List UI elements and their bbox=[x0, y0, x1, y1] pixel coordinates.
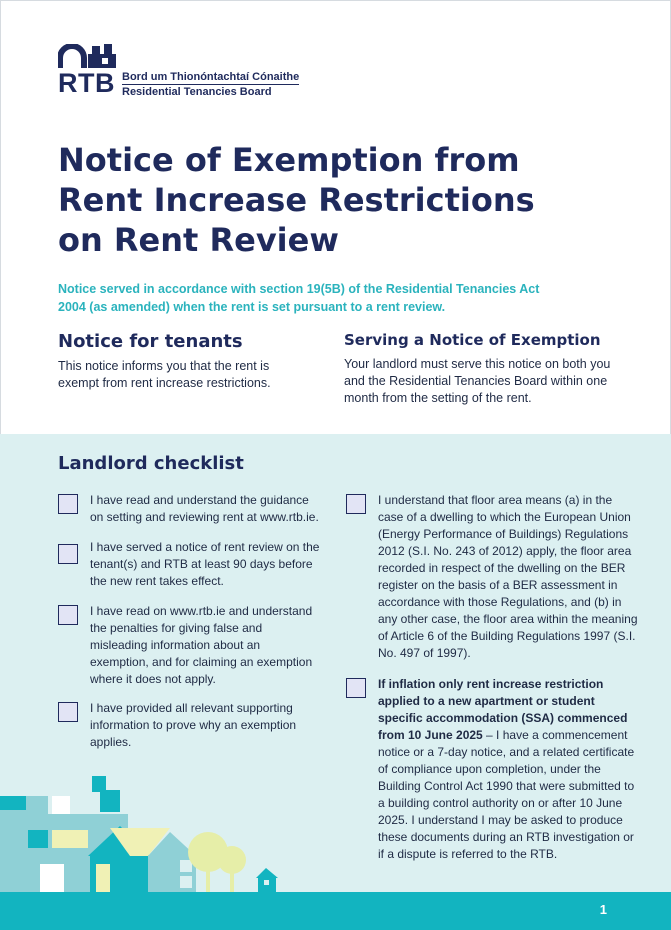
checkbox[interactable] bbox=[58, 494, 78, 514]
checklist-item-text: I have read on www.rtb.ie and understand the penalties for giving false and misleading information about an exemption, and for claiming an exemption where it does not apply. bbox=[90, 604, 313, 686]
page-title bbox=[58, 140, 618, 260]
logo-irish-name: Bord um Thionóntachtaí Cónaithe bbox=[122, 71, 300, 83]
logo-acronym: RTB bbox=[58, 68, 115, 98]
footer-bar bbox=[0, 892, 671, 930]
checklist-item-text: I have provided all relevant supporting information to prove why an exemption applies. bbox=[90, 701, 297, 749]
checklist-item-text: I understand that floor area means (a) in the case of a dwelling to which the European Union (Energy Performance of Buildings) Regulations 2012 (S.I. No. 243 of 2012) apply, the floor area recorded in respect of the dwelling on the BER register on the basis of a BER assessment in accordance with those Regulations, and (b) in any other case, the floor area within the meaning of Article 6 of the Building Regulations 1997 (S.I. No. 497 of 1997). bbox=[378, 493, 638, 660]
subtitle: Notice served in accordance with section 19(5B) of the Residential Tenancies Act 2004 (as amended) when the rent is set pursuant to a rent review. bbox=[58, 282, 540, 314]
checklist-item-text bbox=[378, 676, 640, 863]
title-line: Rent Increase Restrictions bbox=[58, 181, 535, 219]
tenants-heading: Notice for tenants bbox=[58, 331, 243, 352]
page-number: 1 bbox=[599, 902, 607, 917]
checklist-item-text: I have read and understand the guidance on setting and reviewing rent at www.rtb.ie. bbox=[90, 493, 319, 524]
checklist-item-rest: – I have a commencement notice or a 7-day notice, and a related certificate of compliance upon completion, under the Building Control Act 1990 that were submitted to a building control authority on or after 10 June 2025. I understand I may be asked to produce these documents during an RTB investigation or if a dispute is referred to the RTB. bbox=[378, 728, 635, 861]
tenants-body: This notice informs you that the rent is exempt from rent increase restrictions. bbox=[58, 359, 271, 390]
houses-illustration bbox=[0, 760, 300, 892]
checkbox[interactable] bbox=[58, 702, 78, 722]
checkbox[interactable] bbox=[58, 544, 78, 564]
checklist-item-text: I have served a notice of rent review on the tenant(s) and RTB at least 90 days before the new rent takes effect. bbox=[90, 540, 320, 588]
rtb-logo bbox=[58, 44, 318, 100]
title-line: Notice of Exemption from bbox=[58, 141, 520, 179]
house-arch-icon bbox=[58, 44, 118, 70]
checkbox[interactable] bbox=[346, 678, 366, 698]
checkbox[interactable] bbox=[58, 605, 78, 625]
checklist-item-bold: If inflation only rent increase restriction applied to a new apartment or student specific accommodation (SSA) commenced from 10 June 2025 bbox=[378, 677, 628, 742]
checklist-heading: Landlord checklist bbox=[58, 453, 244, 474]
serving-heading: Serving a Notice of Exemption bbox=[344, 331, 601, 349]
title-line: on Rent Review bbox=[58, 221, 339, 259]
checkbox[interactable] bbox=[346, 494, 366, 514]
serving-body: Your landlord must serve this notice on both you and the Residential Tenancies Board within one month from the setting of the rent. bbox=[344, 357, 611, 405]
logo-names bbox=[122, 70, 299, 99]
logo-english-name: Residential Tenancies Board bbox=[122, 86, 272, 98]
